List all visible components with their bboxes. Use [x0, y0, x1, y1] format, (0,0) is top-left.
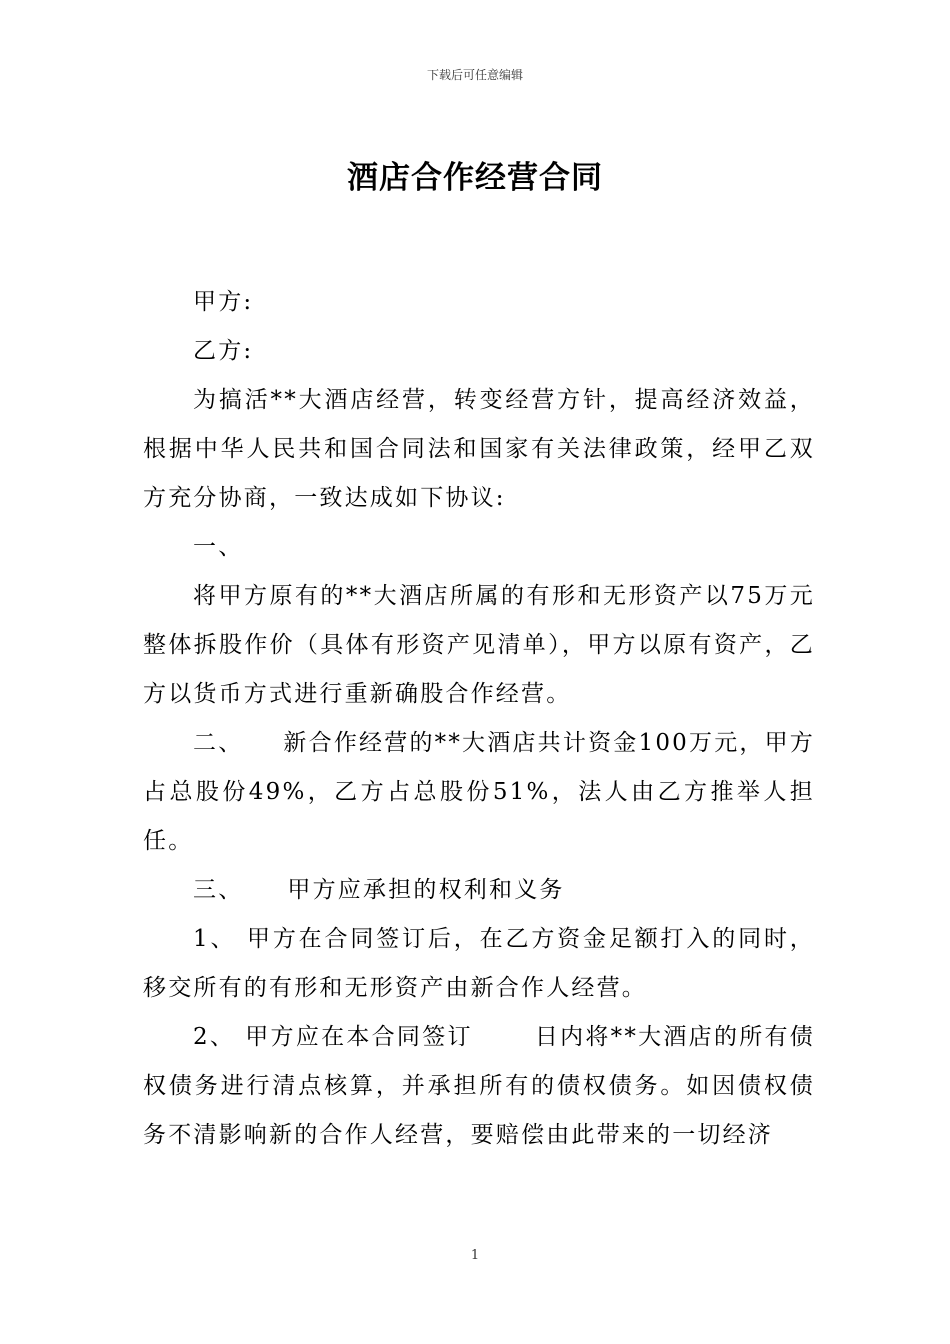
item-1-body: 甲方在合同签订后，在乙方资金足额打入的同时，移交所有的有形和无形资产由新合作人经营。	[143, 926, 815, 1001]
page-number: 1	[470, 1248, 480, 1263]
item-1-paragraph	[143, 915, 815, 1013]
section-3-number: 三、	[193, 877, 244, 903]
item-2-paragraph	[143, 1013, 815, 1160]
section-1-paragraph: 将甲方原有的**大酒店所属的有形和无形资产以75万元整体拆股作价（具体有形资产见清单），甲方以原有资产，乙方以货币方式进行重新确股合作经营。	[143, 583, 815, 707]
section-2-number: 二、	[193, 730, 244, 756]
header-note: 下载后可任意编辑	[426, 68, 523, 82]
section-3-heading: 甲方应承担的权利和义务	[287, 877, 565, 903]
party-a-line: 甲方:	[193, 289, 254, 315]
party-b-line: 乙方:	[193, 338, 254, 364]
section-1-heading: 一、	[193, 534, 244, 560]
contract-body	[143, 278, 815, 1160]
item-1-number: 1、	[193, 926, 237, 952]
preamble-paragraph: 为搞活**大酒店经营，转变经营方针，提高经济效益，根据中华人民共和国合同法和国家有关法律政策，经甲乙双方充分协商，一致达成如下协议:	[143, 387, 815, 511]
section-3-paragraph	[143, 866, 815, 915]
section-2-body: 新合作经营的**大酒店共计资金100万元，甲方占总股份49%，乙方占总股份51%，法人由乙方推举人担任。	[143, 730, 816, 854]
item-2-part-a: 甲方应在本合同签订	[245, 1024, 473, 1050]
section-2-paragraph	[143, 719, 815, 866]
item-2-number: 2、	[193, 1024, 236, 1050]
item-2-part-b: 日内将**大酒店的所有债权债务进行清点核算，并承担所有的债权债务。如因债权债务不清影响新的合作人经营，要赔偿由此带来的一切经济	[143, 1024, 815, 1148]
document-title: 酒店合作经营合同	[347, 160, 603, 196]
